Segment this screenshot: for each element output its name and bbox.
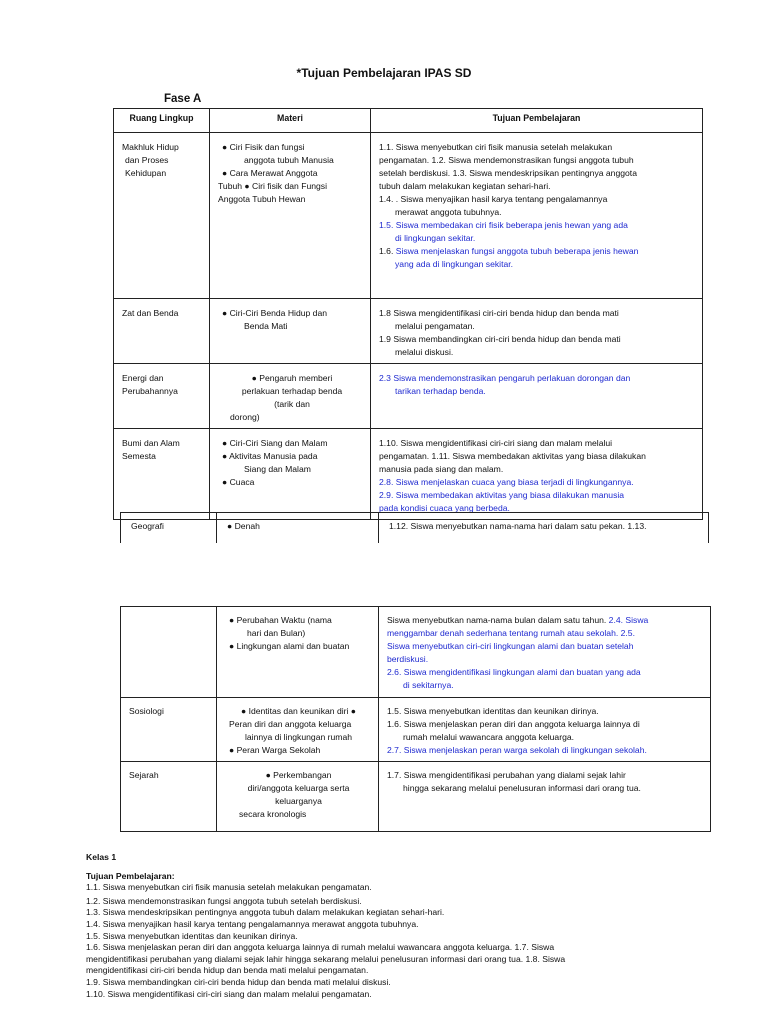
text-line: 1.12. Siswa menyebutkan nama-nama hari dalam satu pekan. 1.13. <box>389 521 647 531</box>
text-line: Bumi dan Alam <box>122 438 180 448</box>
cell-ruang-lingkup <box>114 429 210 520</box>
text-line-highlight: yang ada di lingkungan sekitar. <box>395 259 514 269</box>
text-line: ● Perubahan Waktu (nama <box>229 615 332 625</box>
cell-ruang-lingkup <box>121 762 217 832</box>
text-line: Siang dan Malam <box>244 464 311 474</box>
text-line: Anggota Tubuh Hewan <box>218 194 306 204</box>
cell-materi <box>217 762 379 832</box>
cell-tujuan <box>371 364 703 429</box>
table-row <box>114 133 703 299</box>
text-line-highlight: 2.6. Siswa mengidentifikasi lingkungan alami dan buatan yang ada <box>387 667 641 677</box>
text-line-highlight: pada kondisi cuaca yang berbeda. <box>379 503 510 513</box>
table-row <box>114 299 703 364</box>
text-line-highlight: menggambar denah sederhana tentang rumah atau sekolah. 2.5. <box>387 628 635 638</box>
text-line-highlight: 1.5. Siswa membedakan ciri fisik beberapa jenis hewan yang ada <box>379 220 628 230</box>
cell-tujuan <box>379 762 711 832</box>
text-line: lainnya di lingkungan rumah <box>244 732 352 742</box>
text-line: ● Lingkungan alami dan buatan <box>229 641 350 651</box>
cell-ruang-lingkup <box>114 364 210 429</box>
text-line: melalui diskusi. <box>395 347 454 357</box>
cell-ruang-lingkup <box>114 299 210 364</box>
cell-materi <box>210 429 371 520</box>
text-line: ● Ciri-Ciri Benda Hidup dan <box>222 308 328 318</box>
cell-materi <box>210 364 371 429</box>
text-line <box>387 614 704 627</box>
text-line: anggota tubuh Manusia <box>244 155 334 165</box>
text-line: 1.6. Siswa menjelaskan peran diri dan anggota keluarga lainnya di <box>387 719 640 729</box>
table-row <box>121 513 709 544</box>
text-line: Peran diri dan anggota keluarga <box>229 719 352 729</box>
table-row <box>121 698 711 762</box>
table-row <box>121 607 711 698</box>
text-line: Benda Mati <box>244 321 288 331</box>
cell-tujuan <box>379 698 711 762</box>
kelas-heading: Kelas 1 <box>86 852 117 862</box>
objective-line: 1.1. Siswa menyebutkan ciri fisik manusia setelah melakukan pengamatan. <box>86 882 372 893</box>
text-line: ● Aktivitas Manusia pada <box>222 451 318 461</box>
text-line <box>379 245 698 258</box>
text-line: Sosiologi <box>129 706 164 716</box>
text-line: 1.10. Siswa mengidentifikasi ciri-ciri siang dan malam melalui <box>379 438 613 448</box>
text-highlight: 2.4. Siswa <box>608 615 649 625</box>
text-line: tubuh dalam melakukan kegiatan sehari-hari. <box>379 181 551 191</box>
cell-tujuan <box>371 299 703 364</box>
text-line: manusia pada siang dan malam. <box>379 464 504 474</box>
text-line: pengamatan. 1.11. Siswa membedakan aktivitas yang biasa dilakukan <box>379 451 646 461</box>
text-line: secara kronologis <box>239 809 307 819</box>
objective-line: mengidentifikasi ciri-ciri benda hidup dan benda mati melalui pengamatan. <box>86 965 369 976</box>
text-line: melalui pengamatan. <box>395 321 475 331</box>
cell-materi <box>217 607 379 698</box>
text-line: diri/anggota keluarga serta <box>247 783 350 793</box>
text-highlight: Siswa menjelaskan fungsi anggota tubuh beberapa jenis hewan <box>395 246 639 256</box>
text-line: Sejarah <box>129 770 159 780</box>
text-line: perlakuan terhadap benda <box>241 386 343 396</box>
text-line: Geografi <box>131 521 164 531</box>
text-line: 1.5. Siswa menyebutkan identitas dan keunikan dirinya. <box>387 706 599 716</box>
text-line: setelah berdiskusi. 1.3. Siswa mendeskripsikan pentingnya anggota <box>379 168 637 178</box>
text-line: ● Peran Warga Sekolah <box>229 745 321 755</box>
text-line: 1.9 Siswa membandingkan ciri-ciri benda hidup dan benda mati <box>379 334 621 344</box>
column-header-tujuan: Tujuan Pembelajaran <box>371 109 703 133</box>
text-line: ● Pengaruh memberi <box>251 373 333 383</box>
text-line: ● Denah <box>227 521 260 531</box>
column-header-ruang-lingkup: Ruang Lingkup <box>114 109 210 133</box>
objective-line: mengidentifikasi perubahan yang dialami sejak lahir hingga sekarang melalui penelusuran informasi dari orang tua. 1.8. Siswa <box>86 953 566 964</box>
cell-tujuan <box>371 429 703 520</box>
text-line: ● Cuaca <box>222 477 255 487</box>
text-line: Semesta <box>122 451 156 461</box>
text-line-highlight: 2.3 Siswa mendemonstrasikan pengaruh perlakuan dorongan dan <box>379 373 631 383</box>
table-row <box>121 762 711 832</box>
objective-line: 1.2. Siswa mendemonstrasikan fungsi anggota tubuh setelah berdiskusi. <box>86 895 362 906</box>
table-header-row <box>114 109 703 133</box>
curriculum-table-page2 <box>120 606 711 832</box>
text-line: rumah melalui wawancara anggota keluarga. <box>403 732 575 742</box>
cell-ruang-lingkup <box>121 513 217 544</box>
text-line: pengamatan. 1.2. Siswa mendemonstrasikan fungsi anggota tubuh <box>379 155 634 165</box>
cell-ruang-lingkup <box>114 133 210 299</box>
text-line: ● Ciri Fisik dan fungsi <box>222 142 305 152</box>
text-line: Makhluk Hidup <box>122 142 179 152</box>
text-line: dorong) <box>230 412 260 422</box>
text-line: Zat dan Benda <box>122 308 179 318</box>
text-line-highlight: 2.9. Siswa membedakan aktivitas yang biasa dilakukan manusia <box>379 490 625 500</box>
kelas-section <box>86 852 746 1000</box>
objective-line: 1.3. Siswa mendeskripsikan pentingnya anggota tubuh dalam melakukan kegiatan sehari-hari. <box>86 907 445 918</box>
text-line-highlight: di lingkungan sekitar. <box>395 233 476 243</box>
text-line: Kehidupan <box>125 168 167 178</box>
text-line: hingga sekarang melalui penelusuran informasi dari orang tua. <box>403 783 641 793</box>
objective-line: 1.4. Siswa menyajikan hasil karya tentang pengalamannya merawat anggota tubuhnya. <box>86 918 419 929</box>
text-line: 1.4. . Siswa menyajikan hasil karya tentang pengalamannya <box>379 194 608 204</box>
objective-line: 1.9. Siswa membandingkan ciri-ciri benda hidup dan benda mati melalui diskusi. <box>86 976 391 987</box>
text-line: ● Cara Merawat Anggota <box>222 168 318 178</box>
text-line: Energi dan <box>122 373 164 383</box>
objective-number: 1.6. <box>379 246 394 256</box>
text-line: 1.8 Siswa mengidentifikasi ciri-ciri benda hidup dan benda mati <box>379 308 619 318</box>
cell-materi <box>210 299 371 364</box>
text-line: ● Ciri-Ciri Siang dan Malam <box>222 438 328 448</box>
cell-ruang-lingkup <box>121 607 217 698</box>
cell-ruang-lingkup <box>121 698 217 762</box>
text-line-highlight: 2.8. Siswa menjelaskan cuaca yang biasa terjadi di lingkungannya. <box>379 477 634 487</box>
fase-heading: Fase A <box>164 93 202 105</box>
text-line: (tarik dan <box>274 399 310 409</box>
text-line-highlight: berdiskusi. <box>387 654 429 664</box>
text-line-highlight: di sekitarnya. <box>403 680 454 690</box>
text-line: ● Identitas dan keunikan diri ● <box>240 706 356 716</box>
text-plain: Siswa menyebutkan nama-nama bulan dalam satu tahun. <box>387 615 607 625</box>
objective-line: 1.6. Siswa menjelaskan peran diri dan anggota keluarga lainnya di rumah melalui wawancara anggota keluarga. 1.7. Siswa <box>86 942 555 953</box>
cell-materi <box>217 513 379 544</box>
text-line: dan Proses <box>125 155 169 165</box>
text-line-highlight: Siswa menyebutkan ciri-ciri lingkungan alami dan buatan setelah <box>387 641 634 651</box>
page-title: *Tujuan Pembelajaran IPAS SD <box>296 66 472 80</box>
text-line-highlight: tarikan terhadap benda. <box>395 386 486 396</box>
text-line: merawat anggota tubuhnya. <box>395 207 502 217</box>
column-header-materi: Materi <box>210 109 371 133</box>
objective-line: 1.10. Siswa mengidentifikasi ciri-ciri siang dan malam melalui pengamatan. <box>86 988 372 999</box>
text-line: keluarganya <box>275 796 322 806</box>
text-line: Perubahannya <box>122 386 178 396</box>
curriculum-table-continued <box>120 512 709 543</box>
cell-tujuan <box>379 513 709 544</box>
curriculum-table <box>113 108 703 520</box>
text-line: ● Perkembangan <box>265 770 332 780</box>
text-line: 1.1. Siswa menyebutkan ciri fisik manusia setelah melakukan <box>379 142 613 152</box>
cell-tujuan <box>379 607 711 698</box>
cell-tujuan <box>371 133 703 299</box>
text-line-highlight: 2.7. Siswa menjelaskan peran warga sekolah di lingkungan sekolah. <box>387 745 647 755</box>
text-line: hari dan Bulan) <box>247 628 306 638</box>
cell-materi <box>210 133 371 299</box>
text-line: 1.7. Siswa mengidentifikasi perubahan yang dialami sejak lahir <box>387 770 626 780</box>
objective-line: 1.5. Siswa menyebutkan identitas dan keunikan dirinya. <box>86 930 298 941</box>
cell-materi <box>217 698 379 762</box>
table-row <box>114 429 703 520</box>
tujuan-heading: Tujuan Pembelajaran: <box>86 870 175 881</box>
table-row <box>114 364 703 429</box>
text-line: Tubuh ● Ciri fisik dan Fungsi <box>218 181 327 191</box>
